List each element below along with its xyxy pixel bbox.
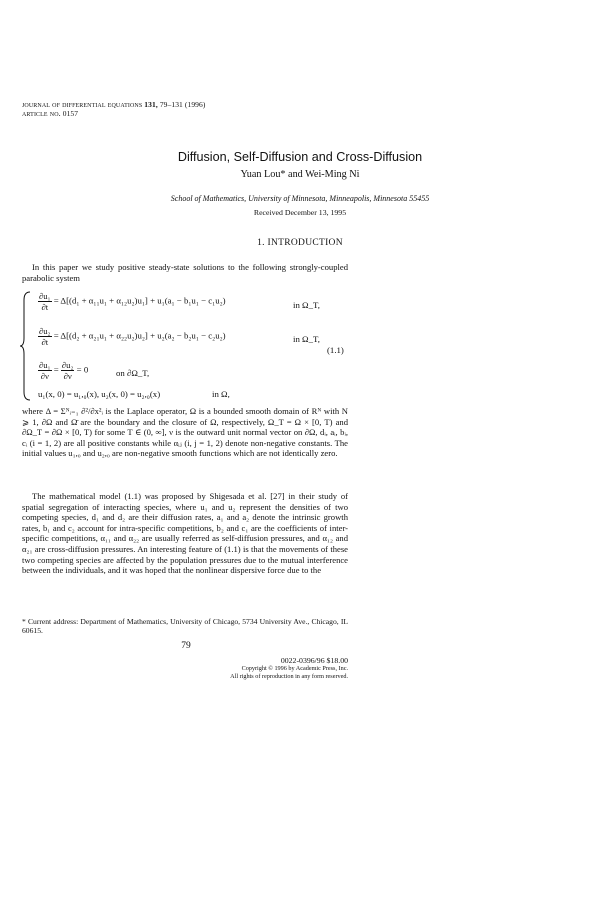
paragraph-definitions: where Δ = Σᴺᵢ₌₁ ∂²/∂x²ᵢ is the Laplace operator, Ω is a bounded smooth domain of Rᴺ with N ⩾ 1, ∂Ω and Ω̄ are the boundary and the closure of Ω, respectively, Ω_T = Ω × [0, T) and ∂Ω_T = ∂Ω × [0, T) for some T ∈ (0, ∞], ν is the outward unit normal vector on ∂Ω, dᵢ, aᵢ, bᵢ, cᵢ (i = 1, 2) are all positive constants while αᵢⱼ (i, j = 1, 2) denote non-negative constants. The initial values u₁,₀ and u₂,₀ are non-negative smooth functions which are not identically zero. (22, 406, 348, 459)
equation-line-1 (38, 291, 226, 312)
article-number: 0157 (62, 109, 79, 118)
eq1-fraction: $\frac{\text{∂u₁}}{\partial t}$ (39, 291, 51, 312)
eq4-domain: in Ω, (212, 389, 230, 399)
received-date: Received December 13, 1995 (253, 208, 347, 217)
eq1-rhs: = Δ[(d₁ + α₁₁u₁ + α₁₂u₂)u₁] + u₁(a₁ − b₁u₁ − c₁u₂) (53, 295, 226, 306)
issn-price: 0022-0396/96 $18.00 (280, 656, 348, 665)
rights-line: All rights of reproduction in any form reserved. (230, 673, 348, 680)
left-brace (20, 290, 32, 402)
journal-header (22, 100, 205, 118)
eq3-fraction-1: $\frac{\text{∂u₁}}{\partial\nu}$ (39, 360, 51, 381)
paper-title: Diffusion, Self-Diffusion and Cross-Diffusion (177, 150, 423, 164)
journal-pages: 79–131 (1996) (159, 100, 206, 109)
author-affiliation: School of Mathematics, University of Minnesota, Minneapolis, Minnesota 55455 (170, 194, 430, 203)
paragraph-intro-text: In this paper we study positive steady-state solutions to the following strongly-coupled parabolic system (22, 262, 348, 283)
eq3-rhs: = 0 (76, 364, 89, 375)
paragraph-model (22, 491, 348, 576)
copyright-line: Copyright © 1996 by Academic Press, Inc. (241, 665, 348, 672)
eq3-fraction-2: $\frac{\text{∂u₂}}{\partial\nu}$ (61, 360, 74, 381)
journal-name: journal of differential equations (22, 100, 143, 109)
footnote: * Current address: Department of Mathematics, University of Chicago, 5734 University Ave., Chicago, IL 60615. (22, 617, 348, 636)
eq2-fraction: $\frac{\text{∂u₂}}{\partial t}$ (39, 326, 51, 347)
equation-number: (1.1) (327, 345, 344, 355)
eq3-domain: on ∂Ω_T, (116, 368, 150, 378)
equation-line-2 (38, 326, 226, 347)
journal-line (22, 100, 205, 109)
equation-line-3 (38, 360, 88, 381)
section-heading: 1. INTRODUCTION (257, 238, 343, 248)
eq3-equals: = (53, 364, 59, 375)
article-label: article no. (22, 109, 61, 118)
page-number: 79 (181, 641, 191, 651)
equation-line-4: u₁(x, 0) = u₁,₀(x), u₂(x, 0) = u₂,₀(x) (38, 389, 161, 399)
paper-authors: Yuan Lou* and Wei-Ming Ni (240, 169, 360, 180)
eq1-domain: in Ω_T, (293, 300, 320, 310)
eq2-domain: in Ω_T, (293, 334, 320, 344)
paragraph-intro (22, 262, 348, 283)
article-line (22, 109, 205, 118)
journal-volume: 131, (144, 100, 158, 109)
paragraph-model-text: The mathematical model (1.1) was proposed by Shigesada et al. [27] in their study of spatial segregation of interacting species, where u₁ and u₂ represent the densities of two competing species, d₁ and d₂ are their diffusion rates, a₁ and a₂ denote the intrinsic growth rates, b₁ and c₂ account for intra-specific competitions, b₂ and c₁ are the coefficients of inter-specific competitions, α₁₁ and α₂₂ are usually referred as self-diffusion pressures, and α₁₂ and α₂₁ are cross-diffusion pressures. An interesting feature of (1.1) is that the movements of these two competing species are affected by the population pressures due to the mutual interference between the individuals, and it was hoped that the nonlinear dispersive force due to the (22, 491, 348, 576)
eq2-rhs: = Δ[(d₂ + α₂₁u₁ + α₂₂u₂)u₂] + u₂(a₂ − b₂u₁ − c₂u₂) (53, 330, 226, 341)
